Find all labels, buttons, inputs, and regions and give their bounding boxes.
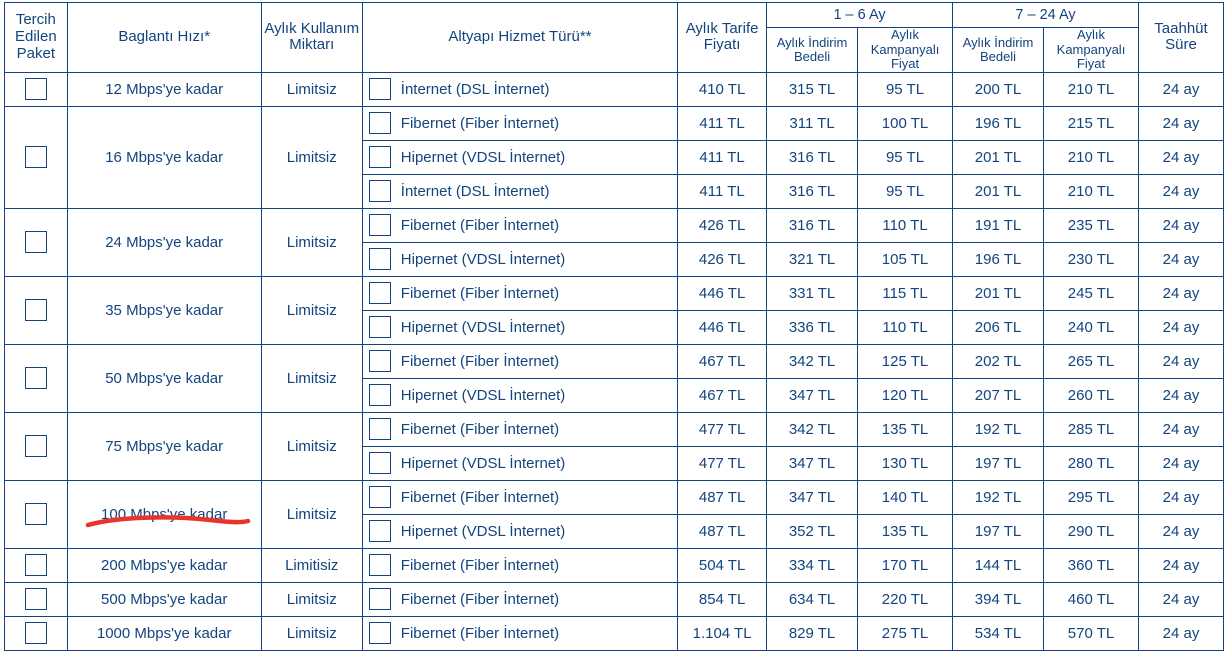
table-row <box>5 480 1224 514</box>
speed-cell: 24 Mbps'ye kadar <box>67 208 261 276</box>
header-aylik-kampanyali-fiyat-2: Aylık Kampanyalı Fiyat <box>1043 28 1138 73</box>
commitment-duration-cell: 24 ay <box>1139 174 1224 208</box>
discount-1-6-cell: 311 TL <box>767 106 858 140</box>
campaign-price-7-24-cell: 240 TL <box>1043 310 1138 344</box>
infrastructure-label: Hipernet (VDSL İnternet) <box>400 250 566 268</box>
monthly-tariff-price-cell: 477 TL <box>678 446 767 480</box>
checkbox-icon[interactable] <box>25 554 47 576</box>
monthly-tariff-price-cell: 411 TL <box>678 106 767 140</box>
package-select-cell[interactable] <box>5 276 68 344</box>
infrastructure-cell[interactable] <box>362 514 677 548</box>
infrastructure-cell[interactable] <box>362 582 677 616</box>
table-body <box>5 72 1224 650</box>
header-aylik-kampanyali-fiyat-1: Aylık Kampanyalı Fiyat <box>858 28 953 73</box>
campaign-price-1-6-cell: 110 TL <box>858 310 953 344</box>
campaign-price-7-24-cell: 290 TL <box>1043 514 1138 548</box>
speed-cell: 75 Mbps'ye kadar <box>67 412 261 480</box>
commitment-duration-cell: 24 ay <box>1139 140 1224 174</box>
checkbox-icon[interactable] <box>25 435 47 457</box>
infrastructure-label: Fibernet (Fiber İnternet) <box>400 590 560 608</box>
monthly-tariff-price-cell: 487 TL <box>678 514 767 548</box>
header-altyapi-hizmet-turu: Altyapı Hizmet Türü** <box>362 3 677 73</box>
table-row <box>5 616 1224 650</box>
header-aylik-indirim-bedeli-2: Aylık İndirim Bedeli <box>953 28 1044 73</box>
infrastructure-label: Hipernet (VDSL İnternet) <box>400 148 566 166</box>
checkbox-icon[interactable] <box>25 503 47 525</box>
checkbox-icon[interactable] <box>25 78 47 100</box>
commitment-duration-cell: 24 ay <box>1139 106 1224 140</box>
campaign-price-1-6-cell: 100 TL <box>858 106 953 140</box>
header-aylik-kullanim-miktari: Aylık Kullanım Miktarı <box>261 3 362 73</box>
monthly-tariff-price-cell: 446 TL <box>678 276 767 310</box>
table-row <box>5 72 1224 106</box>
usage-cell: Limitsiz <box>261 480 362 548</box>
infrastructure-option[interactable] <box>363 515 677 548</box>
monthly-tariff-price-cell: 426 TL <box>678 208 767 242</box>
campaign-price-7-24-cell: 210 TL <box>1043 174 1138 208</box>
discount-1-6-cell: 316 TL <box>767 208 858 242</box>
usage-cell: Limitsiz <box>261 72 362 106</box>
package-select-cell[interactable] <box>5 616 68 650</box>
campaign-price-1-6-cell: 105 TL <box>858 242 953 276</box>
discount-7-24-cell: 201 TL <box>953 174 1044 208</box>
discount-1-6-cell: 342 TL <box>767 412 858 446</box>
discount-7-24-cell: 207 TL <box>953 378 1044 412</box>
infrastructure-cell[interactable] <box>362 72 677 106</box>
speed-cell: 12 Mbps'ye kadar <box>67 72 261 106</box>
package-select-cell[interactable] <box>5 106 68 208</box>
campaign-price-7-24-cell: 570 TL <box>1043 616 1138 650</box>
monthly-tariff-price-cell: 467 TL <box>678 378 767 412</box>
campaign-price-7-24-cell: 260 TL <box>1043 378 1138 412</box>
infrastructure-cell[interactable] <box>362 548 677 582</box>
infrastructure-cell[interactable] <box>362 412 677 446</box>
commitment-duration-cell: 24 ay <box>1139 412 1224 446</box>
package-select-cell[interactable] <box>5 480 68 548</box>
speed-cell: 1000 Mbps'ye kadar <box>67 616 261 650</box>
campaign-price-1-6-cell: 135 TL <box>858 514 953 548</box>
campaign-price-7-24-cell: 285 TL <box>1043 412 1138 446</box>
infrastructure-cell[interactable] <box>362 344 677 378</box>
checkbox-icon[interactable] <box>369 588 391 610</box>
infrastructure-label: Fibernet (Fiber İnternet) <box>400 556 560 574</box>
campaign-price-1-6-cell: 130 TL <box>858 446 953 480</box>
infrastructure-label: Fibernet (Fiber İnternet) <box>400 624 560 642</box>
discount-7-24-cell: 202 TL <box>953 344 1044 378</box>
commitment-duration-cell: 24 ay <box>1139 548 1224 582</box>
infrastructure-cell[interactable] <box>362 174 677 208</box>
package-select-cell[interactable] <box>5 344 68 412</box>
monthly-tariff-price-cell: 411 TL <box>678 140 767 174</box>
infrastructure-option[interactable] <box>363 345 677 378</box>
campaign-price-1-6-cell: 140 TL <box>858 480 953 514</box>
commitment-duration-cell: 24 ay <box>1139 344 1224 378</box>
infrastructure-cell[interactable] <box>362 616 677 650</box>
speed-cell: 50 Mbps'ye kadar <box>67 344 261 412</box>
checkbox-icon[interactable] <box>369 78 391 100</box>
commitment-duration-cell: 24 ay <box>1139 514 1224 548</box>
usage-cell: Limitsiz <box>261 276 362 344</box>
campaign-price-1-6-cell: 220 TL <box>858 582 953 616</box>
header-group-7-24-ay: 7 – 24 Ay <box>953 3 1139 28</box>
discount-7-24-cell: 196 TL <box>953 106 1044 140</box>
campaign-price-7-24-cell: 265 TL <box>1043 344 1138 378</box>
checkbox-icon[interactable] <box>369 418 391 440</box>
checkbox-icon[interactable] <box>369 384 391 406</box>
discount-1-6-cell: 342 TL <box>767 344 858 378</box>
campaign-price-7-24-cell: 360 TL <box>1043 548 1138 582</box>
infrastructure-label: Hipernet (VDSL İnternet) <box>400 386 566 404</box>
infrastructure-cell[interactable] <box>362 378 677 412</box>
table-row <box>5 208 1224 242</box>
infrastructure-label: Hipernet (VDSL İnternet) <box>400 522 566 540</box>
infrastructure-option[interactable] <box>363 311 677 344</box>
infrastructure-label: Hipernet (VDSL İnternet) <box>400 454 566 472</box>
infrastructure-label: İnternet (DSL İnternet) <box>400 80 550 98</box>
discount-7-24-cell: 201 TL <box>953 276 1044 310</box>
infrastructure-option[interactable] <box>363 583 677 616</box>
infrastructure-cell[interactable] <box>362 480 677 514</box>
usage-cell: Limitsiz <box>261 616 362 650</box>
monthly-tariff-price-cell: 854 TL <box>678 582 767 616</box>
monthly-tariff-price-cell: 477 TL <box>678 412 767 446</box>
discount-7-24-cell: 394 TL <box>953 582 1044 616</box>
campaign-price-1-6-cell: 110 TL <box>858 208 953 242</box>
tariff-table <box>4 2 1224 651</box>
table-row <box>5 344 1224 378</box>
infrastructure-cell[interactable] <box>362 140 677 174</box>
campaign-price-7-24-cell: 245 TL <box>1043 276 1138 310</box>
checkbox-icon[interactable] <box>369 282 391 304</box>
commitment-duration-cell: 24 ay <box>1139 480 1224 514</box>
infrastructure-option[interactable] <box>363 141 677 174</box>
discount-1-6-cell: 316 TL <box>767 174 858 208</box>
infrastructure-cell[interactable] <box>362 106 677 140</box>
package-select-cell[interactable] <box>5 582 68 616</box>
header-group-1-6-ay: 1 – 6 Ay <box>767 3 953 28</box>
speed-cell: 35 Mbps'ye kadar <box>67 276 261 344</box>
campaign-price-1-6-cell: 95 TL <box>858 140 953 174</box>
campaign-price-1-6-cell: 135 TL <box>858 412 953 446</box>
header-taahhut-sure: Taahhüt Süre <box>1139 3 1224 73</box>
table-row <box>5 548 1224 582</box>
discount-7-24-cell: 201 TL <box>953 140 1044 174</box>
speed-cell: 500 Mbps'ye kadar <box>67 582 261 616</box>
monthly-tariff-price-cell: 410 TL <box>678 72 767 106</box>
package-select-cell[interactable] <box>5 72 68 106</box>
infrastructure-option[interactable] <box>363 549 677 582</box>
infrastructure-cell[interactable] <box>362 446 677 480</box>
discount-1-6-cell: 315 TL <box>767 72 858 106</box>
speed-cell: 200 Mbps'ye kadar <box>67 548 261 582</box>
infrastructure-option[interactable] <box>363 243 677 276</box>
campaign-price-1-6-cell: 170 TL <box>858 548 953 582</box>
monthly-tariff-price-cell: 487 TL <box>678 480 767 514</box>
checkbox-icon[interactable] <box>369 520 391 542</box>
discount-7-24-cell: 192 TL <box>953 480 1044 514</box>
infrastructure-option[interactable] <box>363 447 677 480</box>
infrastructure-option[interactable] <box>363 379 677 412</box>
checkbox-icon[interactable] <box>369 486 391 508</box>
campaign-price-1-6-cell: 275 TL <box>858 616 953 650</box>
checkbox-icon[interactable] <box>25 622 47 644</box>
checkbox-icon[interactable] <box>369 146 391 168</box>
header-aylik-indirim-bedeli-1: Aylık İndirim Bedeli <box>767 28 858 73</box>
discount-7-24-cell: 197 TL <box>953 446 1044 480</box>
infrastructure-cell[interactable] <box>362 242 677 276</box>
campaign-price-1-6-cell: 125 TL <box>858 344 953 378</box>
commitment-duration-cell: 24 ay <box>1139 276 1224 310</box>
commitment-duration-cell: 24 ay <box>1139 208 1224 242</box>
infrastructure-option[interactable] <box>363 175 677 208</box>
monthly-tariff-price-cell: 1.104 TL <box>678 616 767 650</box>
discount-1-6-cell: 352 TL <box>767 514 858 548</box>
infrastructure-label: Fibernet (Fiber İnternet) <box>400 352 560 370</box>
header-tercih-edilen-paket: Tercih Edilen Paket <box>5 3 68 73</box>
monthly-tariff-price-cell: 426 TL <box>678 242 767 276</box>
infrastructure-cell[interactable] <box>362 208 677 242</box>
commitment-duration-cell: 24 ay <box>1139 616 1224 650</box>
discount-7-24-cell: 200 TL <box>953 72 1044 106</box>
checkbox-icon[interactable] <box>25 367 47 389</box>
monthly-tariff-price-cell: 467 TL <box>678 344 767 378</box>
discount-7-24-cell: 206 TL <box>953 310 1044 344</box>
checkbox-icon[interactable] <box>369 214 391 236</box>
discount-7-24-cell: 144 TL <box>953 548 1044 582</box>
package-select-cell[interactable] <box>5 208 68 276</box>
discount-7-24-cell: 196 TL <box>953 242 1044 276</box>
campaign-price-7-24-cell: 215 TL <box>1043 106 1138 140</box>
checkbox-icon[interactable] <box>25 588 47 610</box>
checkbox-icon[interactable] <box>369 452 391 474</box>
discount-1-6-cell: 334 TL <box>767 548 858 582</box>
infrastructure-option[interactable] <box>363 107 677 140</box>
discount-7-24-cell: 534 TL <box>953 616 1044 650</box>
campaign-price-7-24-cell: 295 TL <box>1043 480 1138 514</box>
campaign-price-1-6-cell: 95 TL <box>858 174 953 208</box>
campaign-price-7-24-cell: 460 TL <box>1043 582 1138 616</box>
infrastructure-option[interactable] <box>363 209 677 242</box>
usage-cell: Limitsiz <box>261 106 362 208</box>
infrastructure-cell[interactable] <box>362 310 677 344</box>
checkbox-icon[interactable] <box>369 554 391 576</box>
checkbox-icon[interactable] <box>369 180 391 202</box>
table-row <box>5 412 1224 446</box>
commitment-duration-cell: 24 ay <box>1139 446 1224 480</box>
usage-cell: Limitsiz <box>261 412 362 480</box>
commitment-duration-cell: 24 ay <box>1139 378 1224 412</box>
speed-cell: 100 Mbps'ye kadar <box>67 480 261 548</box>
discount-7-24-cell: 191 TL <box>953 208 1044 242</box>
commitment-duration-cell: 24 ay <box>1139 310 1224 344</box>
header-baglanti-hizi: Baglantı Hızı* <box>67 3 261 73</box>
checkbox-icon[interactable] <box>369 112 391 134</box>
table-row <box>5 582 1224 616</box>
checkbox-icon[interactable] <box>369 622 391 644</box>
campaign-price-7-24-cell: 230 TL <box>1043 242 1138 276</box>
infrastructure-label: Hipernet (VDSL İnternet) <box>400 318 566 336</box>
discount-1-6-cell: 331 TL <box>767 276 858 310</box>
checkbox-icon[interactable] <box>369 350 391 372</box>
discount-1-6-cell: 336 TL <box>767 310 858 344</box>
infrastructure-option[interactable] <box>363 617 677 650</box>
checkbox-icon[interactable] <box>25 299 47 321</box>
monthly-tariff-price-cell: 504 TL <box>678 548 767 582</box>
infrastructure-option[interactable] <box>363 73 677 106</box>
infrastructure-label: Fibernet (Fiber İnternet) <box>400 114 560 132</box>
infrastructure-label: Fibernet (Fiber İnternet) <box>400 420 560 438</box>
campaign-price-7-24-cell: 280 TL <box>1043 446 1138 480</box>
campaign-price-1-6-cell: 95 TL <box>858 72 953 106</box>
discount-1-6-cell: 829 TL <box>767 616 858 650</box>
checkbox-icon[interactable] <box>25 146 47 168</box>
infrastructure-option[interactable] <box>363 413 677 446</box>
usage-cell: Limitsiz <box>261 344 362 412</box>
commitment-duration-cell: 24 ay <box>1139 242 1224 276</box>
monthly-tariff-price-cell: 411 TL <box>678 174 767 208</box>
infrastructure-label: Fibernet (Fiber İnternet) <box>400 216 560 234</box>
checkbox-icon[interactable] <box>369 316 391 338</box>
checkbox-icon[interactable] <box>25 231 47 253</box>
discount-1-6-cell: 634 TL <box>767 582 858 616</box>
commitment-duration-cell: 24 ay <box>1139 582 1224 616</box>
package-select-cell[interactable] <box>5 412 68 480</box>
discount-1-6-cell: 316 TL <box>767 140 858 174</box>
table-row <box>5 106 1224 140</box>
header-aylik-tarife-fiyati: Aylık Tarife Fiyatı <box>678 3 767 73</box>
discount-7-24-cell: 197 TL <box>953 514 1044 548</box>
checkbox-icon[interactable] <box>369 248 391 270</box>
package-select-cell[interactable] <box>5 548 68 582</box>
discount-7-24-cell: 192 TL <box>953 412 1044 446</box>
infrastructure-option[interactable] <box>363 481 677 514</box>
monthly-tariff-price-cell: 446 TL <box>678 310 767 344</box>
campaign-price-1-6-cell: 115 TL <box>858 276 953 310</box>
infrastructure-label: Fibernet (Fiber İnternet) <box>400 488 560 506</box>
infrastructure-cell[interactable] <box>362 276 677 310</box>
table-row <box>5 276 1224 310</box>
usage-cell: Limitisiz <box>261 548 362 582</box>
campaign-price-1-6-cell: 120 TL <box>858 378 953 412</box>
discount-1-6-cell: 321 TL <box>767 242 858 276</box>
usage-cell: Limitsiz <box>261 208 362 276</box>
infrastructure-label: İnternet (DSL İnternet) <box>400 182 550 200</box>
table-header <box>5 3 1224 73</box>
commitment-duration-cell: 24 ay <box>1139 72 1224 106</box>
campaign-price-7-24-cell: 235 TL <box>1043 208 1138 242</box>
infrastructure-label: Fibernet (Fiber İnternet) <box>400 284 560 302</box>
speed-cell: 16 Mbps'ye kadar <box>67 106 261 208</box>
usage-cell: Limitsiz <box>261 582 362 616</box>
discount-1-6-cell: 347 TL <box>767 378 858 412</box>
discount-1-6-cell: 347 TL <box>767 480 858 514</box>
infrastructure-option[interactable] <box>363 277 677 310</box>
campaign-price-7-24-cell: 210 TL <box>1043 72 1138 106</box>
tariff-sheet <box>0 2 1228 654</box>
discount-1-6-cell: 347 TL <box>767 446 858 480</box>
campaign-price-7-24-cell: 210 TL <box>1043 140 1138 174</box>
